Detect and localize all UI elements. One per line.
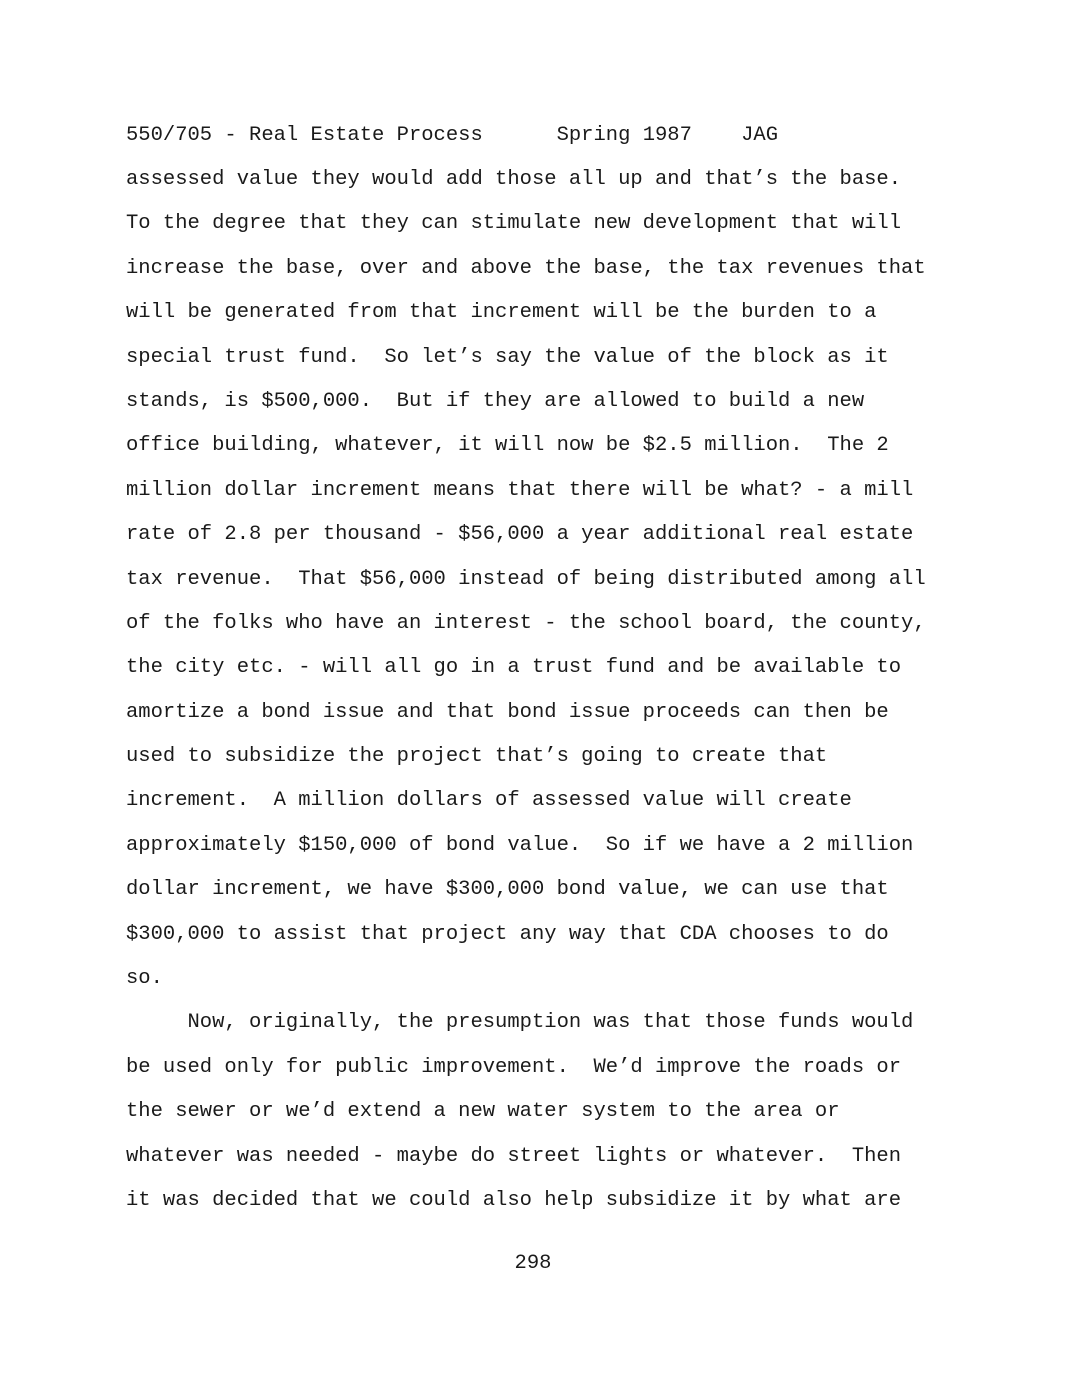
text-line: rate of 2.8 per thousand - $56,000 a year additional real estate	[126, 523, 914, 547]
text-line: the sewer or we’d extend a new water system to the area or	[126, 1100, 840, 1124]
text-line: amortize a bond issue and that bond issue proceeds can then be	[126, 700, 889, 724]
text-line: used to subsidize the project that’s going to create that	[126, 745, 828, 769]
text-line: the city etc. - will all go in a trust fund and be available to	[126, 656, 902, 680]
text-line: special trust fund. So let’s say the value of the block as it	[126, 345, 889, 369]
header-initials: JAG	[741, 124, 779, 147]
text-line: stands, is $500,000. But if they are allowed to build a new	[126, 389, 865, 413]
header-course: 550/705 - Real Estate Process	[126, 124, 483, 147]
header-term: Spring 1987	[556, 124, 692, 147]
page-number: 298	[514, 1252, 552, 1275]
text-line: increment. A million dollars of assessed value will create	[126, 789, 852, 813]
text-line: To the degree that they can stimulate new development that will	[126, 212, 902, 236]
text-line: will be generated from that increment will be the burden to a	[126, 301, 877, 325]
paragraph-start-line: Now, originally, the presumption was that those funds would	[126, 1011, 914, 1035]
text-line: so.	[126, 967, 163, 991]
text-line: of the folks who have an interest - the school board, the county,	[126, 611, 926, 635]
text-line: tax revenue. That $56,000 instead of being distributed among all	[126, 567, 926, 591]
text-line: approximately $150,000 of bond value. So if we have a 2 million	[126, 833, 914, 857]
text-line: $300,000 to assist that project any way that CDA chooses to do	[126, 922, 889, 946]
transcript-body	[126, 168, 956, 1233]
text-line: be used only for public improvement. We’d improve the roads or	[126, 1055, 902, 1079]
page-header	[126, 124, 778, 148]
text-line: it was decided that we could also help subsidize it by what are	[126, 1188, 902, 1212]
text-line: increase the base, over and above the base, the tax revenues that	[126, 256, 926, 280]
text-line: assessed value they would add those all up and that’s the base.	[126, 168, 902, 191]
text-line: whatever was needed - maybe do street lights or whatever. Then	[126, 1144, 902, 1168]
text-line: office building, whatever, it will now be $2.5 million. The 2	[126, 434, 889, 458]
text-line: million dollar increment means that there will be what? - a mill	[126, 478, 914, 502]
text-line: dollar increment, we have $300,000 bond value, we can use that	[126, 878, 889, 902]
